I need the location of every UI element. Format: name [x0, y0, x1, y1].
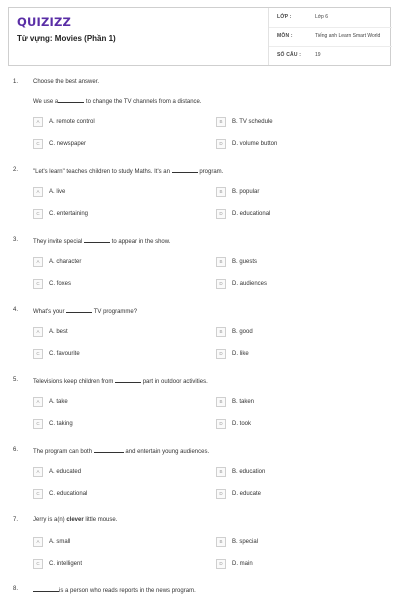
option-text: A. character — [49, 259, 82, 265]
option-text: B. special — [232, 539, 259, 545]
question-text: Televisions keep children from part in outdoor activities. — [33, 379, 208, 385]
meta-value-grade: Lớp 6 — [315, 14, 329, 20]
option-letter: B — [216, 397, 226, 407]
option-letter: D — [216, 489, 226, 499]
question-number: 5. — [13, 377, 19, 383]
option-letter: B — [216, 327, 226, 337]
option-text: B. guests — [232, 259, 258, 265]
question-number: 7. — [13, 517, 19, 523]
option-letter: C — [33, 139, 43, 149]
meta-row-count — [269, 46, 392, 65]
option-letter: D — [216, 559, 226, 569]
option-text: D. educational — [232, 211, 271, 217]
option-letter: D — [216, 279, 226, 289]
option-text: D. like — [232, 351, 249, 357]
worksheet-title: Từ vựng: Movies (Phần 1) — [17, 34, 116, 43]
option-letter: B — [216, 187, 226, 197]
question-text: What's your TV programme? — [33, 309, 138, 315]
option-text: C. intelligent — [49, 561, 83, 567]
option-letter: C — [33, 209, 43, 219]
question-text: is a person who reads reports in the news program. — [33, 586, 196, 594]
option-letter: A — [33, 467, 43, 477]
answer-blank — [33, 586, 59, 592]
option-letter: B — [216, 117, 226, 127]
question-text: "Let's learn" teaches children to study Maths. It's an program. — [33, 169, 224, 175]
question-number: 2. — [13, 167, 19, 173]
meta-value-subject: Tiếng anh Learn Smart World — [315, 33, 381, 39]
option-letter: D — [216, 139, 226, 149]
option-letter: A — [33, 187, 43, 197]
question-text: They invite special to appear in the show. — [33, 239, 171, 245]
question-text: The program can both and entertain young audiences. — [33, 449, 210, 455]
option-text: C. entertaining — [49, 211, 89, 217]
meta-row-subject — [269, 27, 392, 47]
option-text: A. take — [49, 399, 68, 405]
option-letter: A — [33, 537, 43, 547]
option-text: C. taking — [49, 421, 73, 427]
option-letter: D — [216, 349, 226, 359]
option-text: D. took — [232, 421, 252, 427]
option-text: C. foxes — [49, 281, 72, 287]
option-text: D. main — [232, 561, 253, 567]
question-number: 4. — [13, 307, 19, 313]
option-text: A. live — [49, 189, 66, 195]
answer-blank — [84, 237, 110, 243]
option-letter: A — [33, 327, 43, 337]
option-letter: C — [33, 279, 43, 289]
option-text: B. popular — [232, 189, 260, 195]
question-number: 8. — [13, 586, 19, 592]
option-text: A. best — [49, 329, 68, 335]
worksheet-meta — [268, 8, 392, 65]
emphasized-word: clever — [66, 517, 84, 523]
question-number: 6. — [13, 447, 19, 453]
answer-blank — [115, 377, 141, 383]
question-number: 1. — [13, 79, 19, 85]
option-text: A. small — [49, 539, 71, 545]
option-text: D. audiences — [232, 281, 268, 287]
meta-row-grade — [269, 8, 392, 28]
question-text: We use a to change the TV channels from a distance. — [33, 99, 202, 105]
option-letter: C — [33, 419, 43, 429]
option-letter: C — [33, 349, 43, 359]
option-text: D. volume button — [232, 141, 278, 147]
option-letter: C — [33, 559, 43, 569]
option-text: B. TV schedule — [232, 119, 273, 125]
option-letter: D — [216, 209, 226, 219]
answer-blank — [58, 97, 84, 103]
option-text: C. favourite — [49, 351, 80, 357]
answer-blank — [172, 167, 198, 173]
meta-label-count: SỐ CÂU : — [277, 52, 302, 58]
option-text: C. educational — [49, 491, 88, 497]
option-letter: B — [216, 537, 226, 547]
option-text: A. remote control — [49, 119, 95, 125]
option-letter: B — [216, 257, 226, 267]
meta-value-count: 19 — [315, 52, 321, 58]
meta-label-grade: LỚP : — [277, 14, 292, 20]
option-letter: B — [216, 467, 226, 477]
option-text: A. educated — [49, 469, 82, 475]
question-instruction: Choose the best answer. — [33, 79, 100, 85]
worksheet-header — [8, 7, 391, 66]
option-text: D. educate — [232, 491, 262, 497]
question-number: 3. — [13, 237, 19, 243]
option-text: B. education — [232, 469, 266, 475]
meta-label-subject: MÔN : — [277, 33, 293, 39]
option-text: B. taken — [232, 399, 255, 405]
option-text: B. good — [232, 329, 253, 335]
option-text: C. newspaper — [49, 141, 87, 147]
option-letter: D — [216, 419, 226, 429]
answer-blank — [94, 447, 124, 453]
answer-blank — [66, 307, 92, 313]
option-letter: A — [33, 397, 43, 407]
quizizz-logo: QUIZIZZ — [17, 15, 72, 29]
option-letter: A — [33, 117, 43, 127]
option-letter: A — [33, 257, 43, 267]
question-text: Jerry is a(n) clever little mouse. — [33, 517, 118, 523]
option-letter: C — [33, 489, 43, 499]
